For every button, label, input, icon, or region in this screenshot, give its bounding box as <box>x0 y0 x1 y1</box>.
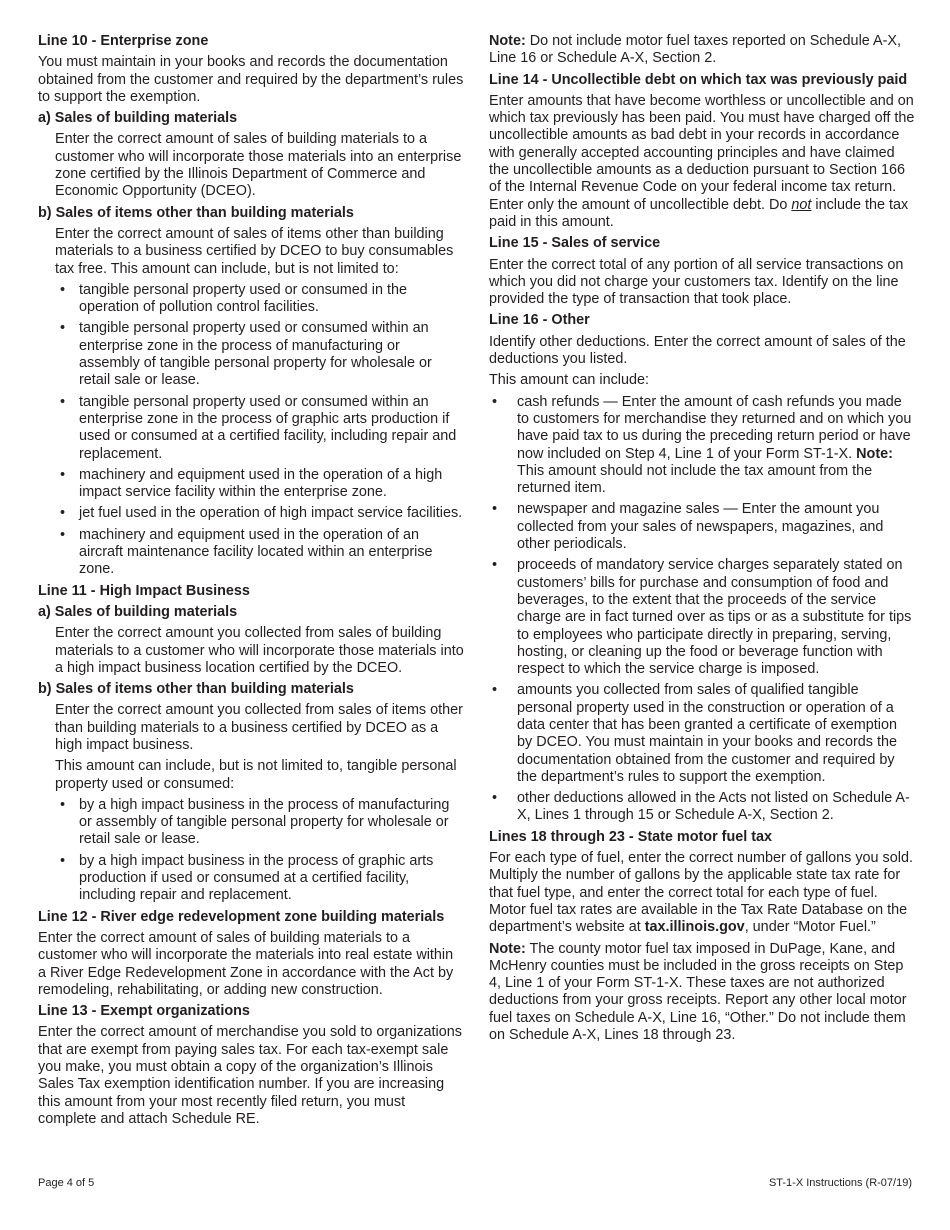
line-13-heading: Line 13 - Exempt organizations <box>38 1003 250 1020</box>
line-13-text: Enter the correct amount of merchandise you sold to organizations that are exempt from paying sales tax. For each tax-exempt sale you make, you must obtain a copy of the organization’s Illinois Sales Tax exemption identification number. If you are increasing this amount from your most recently filed return, you must complete and attach Schedule RE. <box>38 1024 462 1127</box>
line-14-text-b: include the tax paid in this amount. <box>489 196 909 230</box>
line-16-text: Identify other deductions. Enter the correct amount of sales of the deductions you listed. <box>489 333 906 368</box>
line-16-heading: Line 16 - Other <box>489 312 590 329</box>
line-12-heading: Line 12 - River edge redevelopment zone building materials <box>38 908 445 925</box>
website-link[interactable]: tax.illinois.gov <box>644 919 745 936</box>
line-11b-heading: b) Sales of items other than building materials <box>38 681 354 698</box>
note-label: Note: <box>489 33 526 49</box>
line-11a-heading: a) Sales of building materials <box>38 603 238 620</box>
list-item: • by a high impact business in the process of manufacturing or assembly of tangible personal property for wholesale or retail sale or lease. <box>38 797 464 849</box>
line-10a-text: Enter the correct amount of sales of building materials to a customer who will incorporate those materials into an enterprise zone certified by the Illinois Department of Commerce and Economic Opportunity (DCEO). <box>55 131 462 200</box>
line-11a-text: Enter the correct amount you collected from sales of building materials to a customer who will incorporate those materials into a high impact business location certified by the DCEO. <box>55 625 464 676</box>
lines-18-23-text <box>489 850 915 936</box>
line-15-heading: Line 15 - Sales of service <box>489 235 661 252</box>
note-label: Note: <box>489 940 526 957</box>
list-item <box>489 394 915 498</box>
line-11b-text: Enter the correct amount you collected from sales of items other than building materials to a business certified by DCEO as a high impact business. <box>55 702 463 753</box>
list-item: • machinery and equipment used in the operation of an aircraft maintenance facility located within an enterprise zone. <box>38 527 464 579</box>
line-10b-text: Enter the correct amount of sales of items other than building materials to a business certified by DCEO to buy consumables tax free. This amount can include, but is not limited to: <box>55 225 454 277</box>
list-item: • jet fuel used in the operation of high impact service facilities. <box>38 505 464 522</box>
lines-18-23-heading: Lines 18 through 23 - State motor fuel tax <box>489 828 773 845</box>
line-10-text: You must maintain in your books and records the documentation obtained from the customer and required by the department’s rules to support the exemption. <box>38 54 464 105</box>
line-11b-text-2: This amount can include, but is not limited to, tangible personal property used or consumed: <box>55 758 457 792</box>
line-10a-heading: a) Sales of building materials <box>38 110 238 127</box>
list-item: • newspaper and magazine sales — Enter the amount you collected from your sales of newspapers, magazines, and other periodicals. <box>489 501 915 553</box>
right-column <box>489 33 915 1048</box>
page-number: Page 4 of 5 <box>38 1177 95 1189</box>
line-10-heading: Line 10 - Enterprise zone <box>38 33 209 49</box>
note-text: This amount should not include the tax amount from the returned item. <box>517 462 873 497</box>
note-label: Note: <box>856 445 893 462</box>
list-item: • machinery and equipment used in the operation of a high impact service facility within the enterprise zone. <box>38 467 464 502</box>
line-14-text-a: Enter amounts that have become worthless or uncollectible and on which tax previously has been paid. You must have charged off the uncollectible amounts as bad debt in your records in accordance with generally accepted accounting principles and have claimed the uncollectible amounts as a deduction pursuant to Section 166 of the Internal Revenue Code on your federal income tax return. Enter only the amount of uncollectible debt. Do <box>489 92 915 213</box>
line-12-text: Enter the correct amount of sales of building materials to a customer who will incorporate the materials into real estate within a River Edge Redevelopment Zone in accordance with the Act by remodeling, rehabilitating, or adding new construction. <box>38 929 454 998</box>
note-county-fuel-tax <box>489 941 915 1045</box>
line-14-heading: Line 14 - Uncollectible debt on which tax was previously paid <box>489 71 908 88</box>
note-motor-fuel <box>489 33 915 68</box>
left-column <box>38 33 464 1132</box>
note-text: Do not include motor fuel taxes reported on Schedule A-X, Line 16 or Schedule A-X, Section 2. <box>489 33 901 67</box>
lines-18-23-text-b: , under “Motor Fuel.” <box>744 919 876 936</box>
note-text: The county motor fuel tax imposed in DuPage, Kane, and McHenry counties must be included in the gross receipts on Step 4, Line 1 of your Form ST-1-X. These taxes are not authorized deductions from your gross receipts. Report any other local motor fuel taxes on Schedule A-X, Line 16, “Other.” Do not include them on Schedule A-X, Lines 18 through 23. <box>489 940 907 1044</box>
list-item: • tangible personal property used or consumed within an enterprise zone in the process of manufacturing or assembly of tangible personal property for wholesale or retail sale or lease. <box>38 320 464 389</box>
line-16-list <box>489 394 915 825</box>
line-10b-heading: b) Sales of items other than building materials <box>38 204 354 221</box>
list-item: • by a high impact business in the process of graphic arts production if used or consumed at a certified facility, including repair and replacement. <box>38 853 464 905</box>
list-item: • amounts you collected from sales of qualified tangible personal property used in the construction or operation of a data center that has been granted a certificate of exemption by DCEO. You must maintain in your books and records the documentation obtained from the customer and required by the department’s rules to support the exemption. <box>489 682 915 786</box>
line-15-text: Enter the correct total of any portion of all service transactions on which you did not charge your customers tax. Identify on the line provided the type of transaction that took place. <box>489 256 904 308</box>
line-16-text-2: This amount can include: <box>489 372 649 389</box>
emphasis-not: not <box>791 196 812 213</box>
lines-18-23-text-a: For each type of fuel, enter the correct number of gallons you sold. Multiply the number of gallons by the applicable state tax rate for that fuel type, and enter the correct total for each type of fuel. Motor fuel tax rates are available in the Tax Rate Database on the department’s website at <box>489 850 913 936</box>
cash-refunds-text: cash refunds — Enter the amount of cash refunds you made to customers for merchandise they returned and on which you have paid tax to us during the preceding return period or have now included on Step 4, Line 1 of your Form ST-1-X. <box>517 393 912 462</box>
list-item: • tangible personal property used or consumed within an enterprise zone in the process of graphic arts production if used or consumed at a certified facility, including repair and replacement. <box>38 394 464 463</box>
line-10b-list <box>38 282 464 579</box>
list-item: • proceeds of mandatory service charges separately stated on customers’ bills for purchase and consumption of food and beverages, to the extent that the proceeds of the service charge are in fact turned over as tips or as a substitute for tips to employees who participate directly in preparing, serving, hosting, or cleaning up the food or beverage function with respect to which the service charge is imposed. <box>489 557 915 678</box>
list-item: • other deductions allowed in the Acts not listed on Schedule A-X, Lines 1 through 15 or Schedule A-X, Section 2. <box>489 790 915 825</box>
form-identifier: ST-1-X Instructions (R-07/19) <box>768 1177 912 1189</box>
line-11-heading: Line 11 - High Impact Business <box>38 582 250 599</box>
line-11b-list <box>38 797 464 905</box>
line-14-text <box>489 93 915 231</box>
list-item: • tangible personal property used or consumed in the operation of pollution control facilities. <box>38 282 464 317</box>
